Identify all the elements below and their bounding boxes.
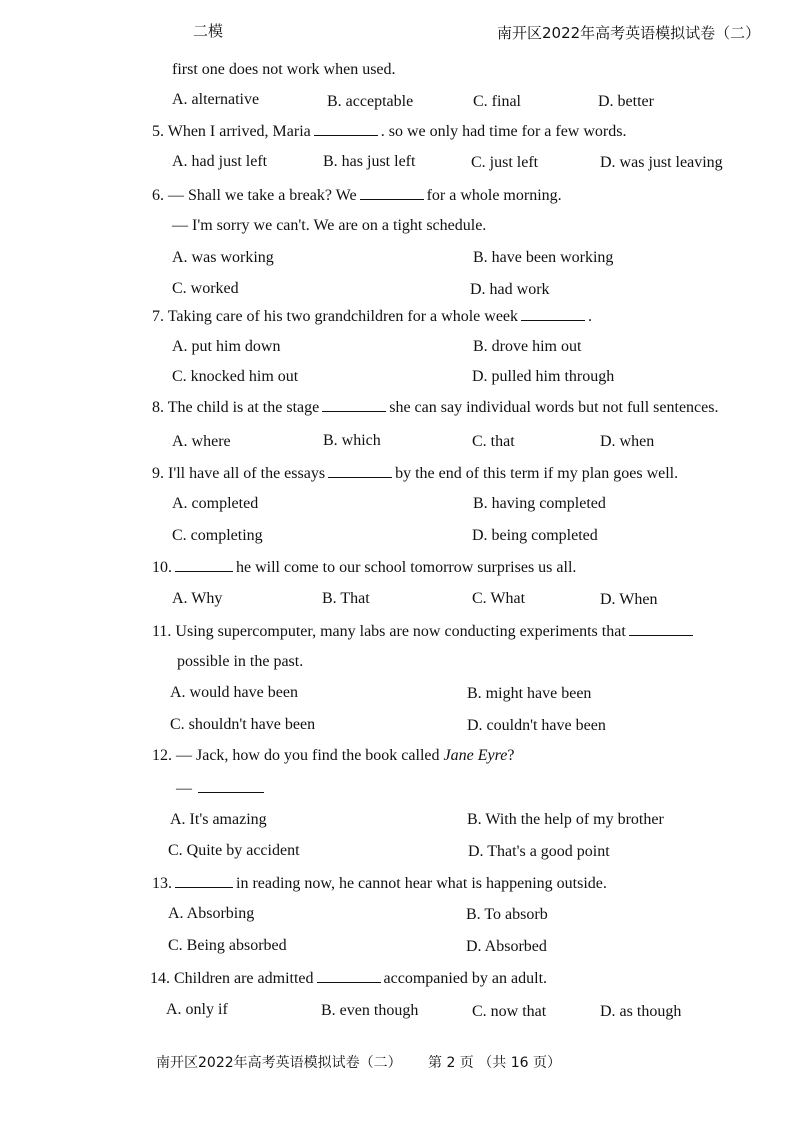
- question-5-stem: 5. When I arrived, Maria . so we only had time for a few words.: [152, 123, 627, 140]
- option-d: D. had work: [470, 281, 550, 298]
- option-a: A. only if: [166, 1001, 228, 1018]
- question-6-reply: — I'm sorry we can't. We are on a tight schedule.: [172, 217, 487, 234]
- answer-blank: [314, 121, 378, 136]
- carry-over-stem: first one does not work when used.: [172, 61, 396, 78]
- option-d: D. being completed: [472, 527, 598, 544]
- option-c: C. final: [473, 93, 521, 110]
- question-13-stem: 13. in reading now, he cannot hear what is happening outside.: [152, 875, 607, 892]
- option-a: A. It's amazing: [170, 811, 267, 828]
- option-d: D. When: [600, 591, 658, 608]
- option-b: B. having completed: [473, 495, 606, 512]
- option-b: B. have been working: [473, 249, 614, 266]
- option-c: C. just left: [471, 154, 539, 171]
- option-d: D. better: [598, 93, 654, 110]
- footer-title: 南开区2022年高考英语模拟试卷（二）: [156, 1055, 402, 1071]
- option-a: A. had just left: [172, 153, 268, 170]
- option-a: A. would have been: [170, 684, 298, 701]
- option-b: B. acceptable: [327, 93, 414, 110]
- question-9-stem: 9. I'll have all of the essays by the end of this term if my plan goes well.: [152, 465, 679, 482]
- option-d: D. was just leaving: [600, 154, 723, 171]
- question-8-stem: 8. The child is at the stage she can say individual words but not full sentences.: [152, 399, 719, 416]
- option-c: C. completing: [172, 527, 263, 544]
- option-a: A. put him down: [172, 338, 281, 355]
- option-c: C. now that: [472, 1003, 547, 1020]
- answer-blank: [629, 621, 693, 636]
- option-d: D. pulled him through: [472, 368, 615, 385]
- option-b: B. That: [322, 590, 370, 607]
- option-b: B. drove him out: [473, 338, 582, 355]
- option-c: C. Being absorbed: [168, 937, 287, 954]
- option-c: C. Quite by accident: [168, 842, 300, 859]
- question-12-stem: 12. — Jack, how do you find the book called Jane Eyre?: [152, 747, 515, 764]
- option-a: A. completed: [172, 495, 259, 512]
- option-b: B. With the help of my brother: [467, 811, 664, 828]
- option-d: D. couldn't have been: [467, 717, 606, 734]
- option-d: D. That's a good point: [468, 843, 610, 860]
- answer-blank: [175, 557, 233, 572]
- option-b: B. might have been: [467, 685, 592, 702]
- question-11-stem: 11. Using supercomputer, many labs are now conducting experiments that: [152, 621, 696, 642]
- option-b: B. which: [323, 432, 381, 449]
- option-a: A. alternative: [172, 91, 260, 108]
- option-a: A. Why: [172, 590, 223, 607]
- option-b: B. has just left: [323, 153, 416, 170]
- question-7-stem: 7. Taking care of his two grandchildren for a whole week .: [152, 308, 593, 325]
- answer-blank: [328, 463, 392, 478]
- header-left-label: 二模: [193, 22, 224, 40]
- option-b: B. even though: [321, 1002, 419, 1019]
- option-c: C. that: [472, 433, 515, 450]
- book-title: Jane Eyre: [443, 747, 508, 764]
- option-a: A. Absorbing: [168, 905, 255, 922]
- option-d: D. as though: [600, 1003, 682, 1020]
- answer-blank: [322, 397, 386, 412]
- question-10-stem: 10. he will come to our school tomorrow surprises us all.: [152, 559, 577, 576]
- answer-blank: [198, 778, 264, 793]
- page-number: 第 2 页 （共 16 页）: [428, 1055, 561, 1071]
- header-right-title: 南开区2022年高考英语模拟试卷（二）: [497, 24, 761, 42]
- answer-blank: [317, 968, 381, 983]
- option-c: C. knocked him out: [172, 368, 299, 385]
- option-a: A. was working: [172, 249, 274, 266]
- question-12-reply: —: [176, 778, 264, 799]
- option-c: C. worked: [172, 280, 239, 297]
- question-11-continuation: possible in the past.: [177, 653, 304, 670]
- question-14-stem: 14. Children are admitted accompanied by an adult.: [150, 970, 548, 987]
- answer-blank: [360, 185, 424, 200]
- option-d: D. Absorbed: [466, 938, 547, 955]
- option-d: D. when: [600, 433, 655, 450]
- option-c: C. What: [472, 590, 526, 607]
- option-c: C. shouldn't have been: [170, 716, 316, 733]
- answer-blank: [521, 306, 585, 321]
- question-6-stem: 6. — Shall we take a break? We for a whole morning.: [152, 187, 562, 204]
- answer-blank: [175, 873, 233, 888]
- option-b: B. To absorb: [466, 906, 548, 923]
- option-a: A. where: [172, 433, 231, 450]
